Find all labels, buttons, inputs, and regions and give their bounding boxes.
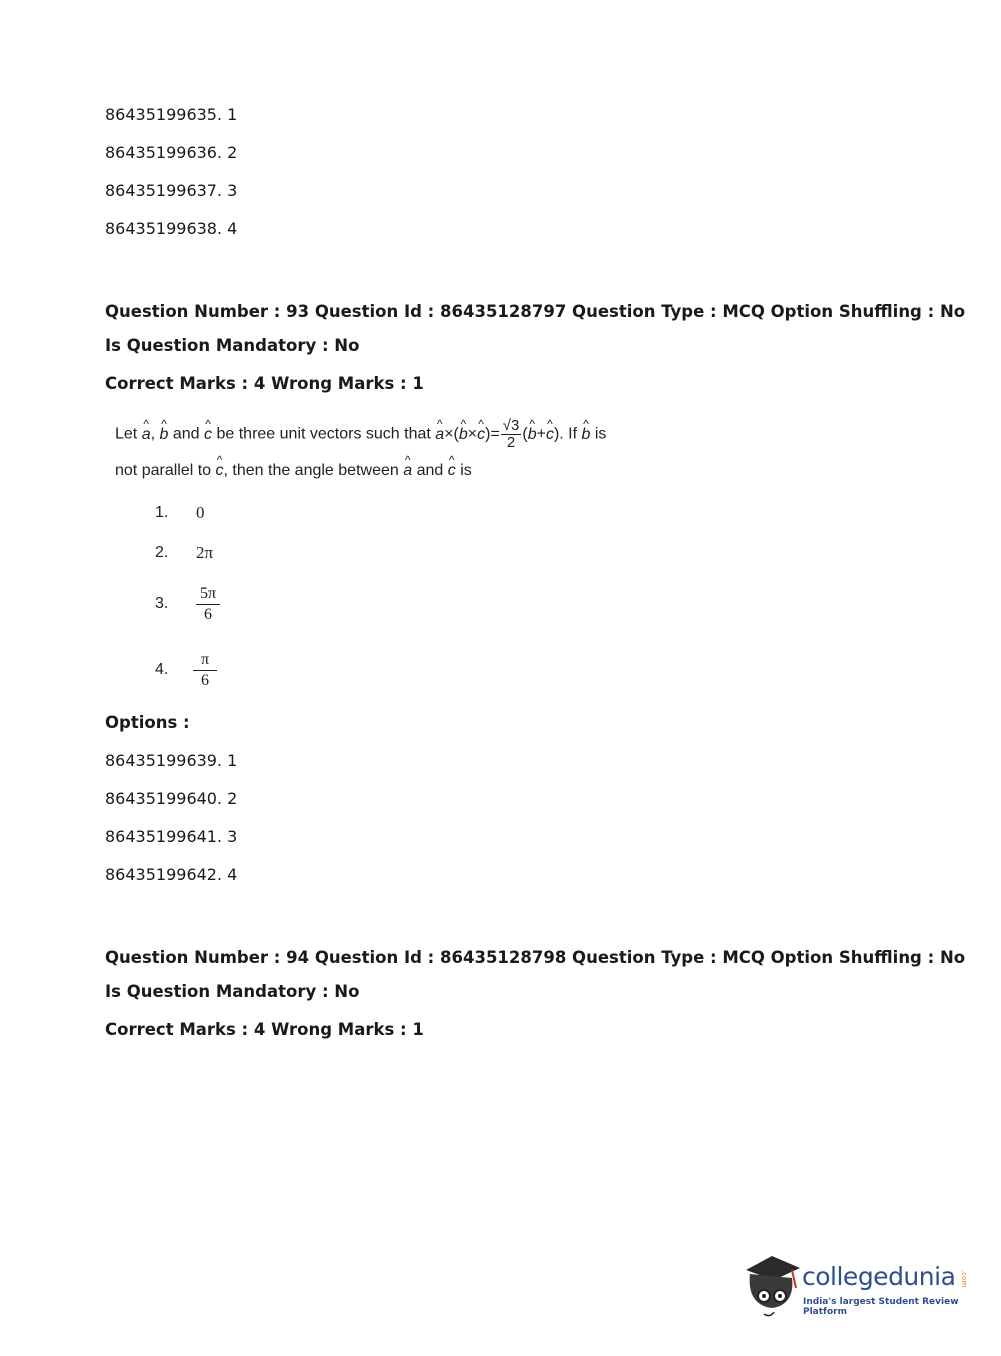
vec-c: c ^ [204, 426, 212, 444]
choice-4-numerator: π [193, 650, 217, 671]
vec-a-eq: a ^ [435, 426, 444, 444]
q93-header: Question Number : 93 Question Id : 86435128797 Question Type : MCQ Option Shuffling : No [105, 302, 966, 321]
stem-cross: ×( [444, 425, 459, 443]
vec-b: b ^ [160, 426, 169, 444]
stem-text: be three unit vectors such that [216, 425, 431, 443]
stem-times: × [467, 425, 478, 443]
stem-angle: , then the angle between [223, 462, 399, 479]
q93-options-label: Options : [105, 713, 190, 732]
q93-option-1: 86435199639. 1 [105, 751, 238, 770]
vec-b-sum: b ^ [528, 426, 537, 444]
stem-and-2: and [416, 462, 444, 479]
logo-wordmark: collegedunia [802, 1262, 956, 1291]
stem-close: ). [553, 425, 564, 443]
frac-num: √3 [502, 417, 520, 434]
q94-marks: Correct Marks : 4 Wrong Marks : 1 [105, 1020, 424, 1039]
stem-if: If [568, 425, 578, 443]
stem-is: is [594, 425, 607, 443]
vec-c-sum: c ^ [546, 426, 554, 444]
q94-mandatory: Is Question Mandatory : No [105, 982, 360, 1001]
prev-option-4: 86435199638. 4 [105, 219, 238, 238]
choice-4-num: 4. [155, 661, 169, 678]
prev-option-2: 86435199636. 2 [105, 143, 238, 162]
choice-4-fraction [193, 650, 217, 691]
vec-a-2: a ^ [403, 462, 412, 480]
vec-c-3: c ^ [448, 462, 456, 480]
frac-den: 2 [506, 434, 516, 451]
vec-a: a ^ [142, 426, 151, 444]
choice-2-value: 2π [196, 543, 214, 562]
choice-3-denominator: 6 [204, 606, 212, 623]
logo-tagline: India's largest Student Review Platform [803, 1297, 959, 1317]
choice-3-fraction [196, 584, 220, 625]
logo-dotcom: .com [960, 1270, 968, 1288]
q93-option-2: 86435199640. 2 [105, 789, 238, 808]
prev-option-1: 86435199635. 1 [105, 105, 238, 124]
vec-c-2: c ^ [216, 462, 224, 480]
sqrt3-over-2 [501, 418, 522, 451]
choice-1-num: 1. [155, 504, 169, 521]
vec-c-eq: c ^ [477, 426, 485, 444]
q93-mandatory: Is Question Mandatory : No [105, 336, 360, 355]
choice-3-numerator: 5π [196, 584, 220, 605]
stem-comma: , [150, 425, 156, 443]
q93-stem-line2 [115, 462, 472, 480]
choice-4-denominator: 6 [201, 672, 209, 689]
stem-eq: )= [485, 425, 500, 443]
q93-stem-line1 [115, 418, 606, 451]
vec-b-if: b ^ [582, 426, 591, 444]
prev-option-3: 86435199637. 3 [105, 181, 238, 200]
stem-is-2: is [460, 462, 472, 479]
q93-option-4: 86435199642. 4 [105, 865, 238, 884]
collegedunia-logo[interactable] [742, 1248, 972, 1318]
vec-b-eq: b ^ [459, 426, 468, 444]
stem-plus: + [536, 425, 546, 443]
q93-option-3: 86435199641. 3 [105, 827, 238, 846]
stem-notparallel: not parallel to [115, 462, 212, 479]
q93-marks: Correct Marks : 4 Wrong Marks : 1 [105, 374, 424, 393]
mascot-icon [742, 1248, 802, 1318]
stem-open: ( [522, 425, 528, 443]
choice-1-value: 0 [196, 503, 205, 522]
q94-header: Question Number : 94 Question Id : 86435128798 Question Type : MCQ Option Shuffling : No [105, 948, 966, 967]
stem-let: Let [115, 425, 138, 443]
choice-2-num: 2. [155, 544, 169, 561]
choice-3-num: 3. [155, 595, 169, 612]
stem-and: and [172, 425, 200, 443]
